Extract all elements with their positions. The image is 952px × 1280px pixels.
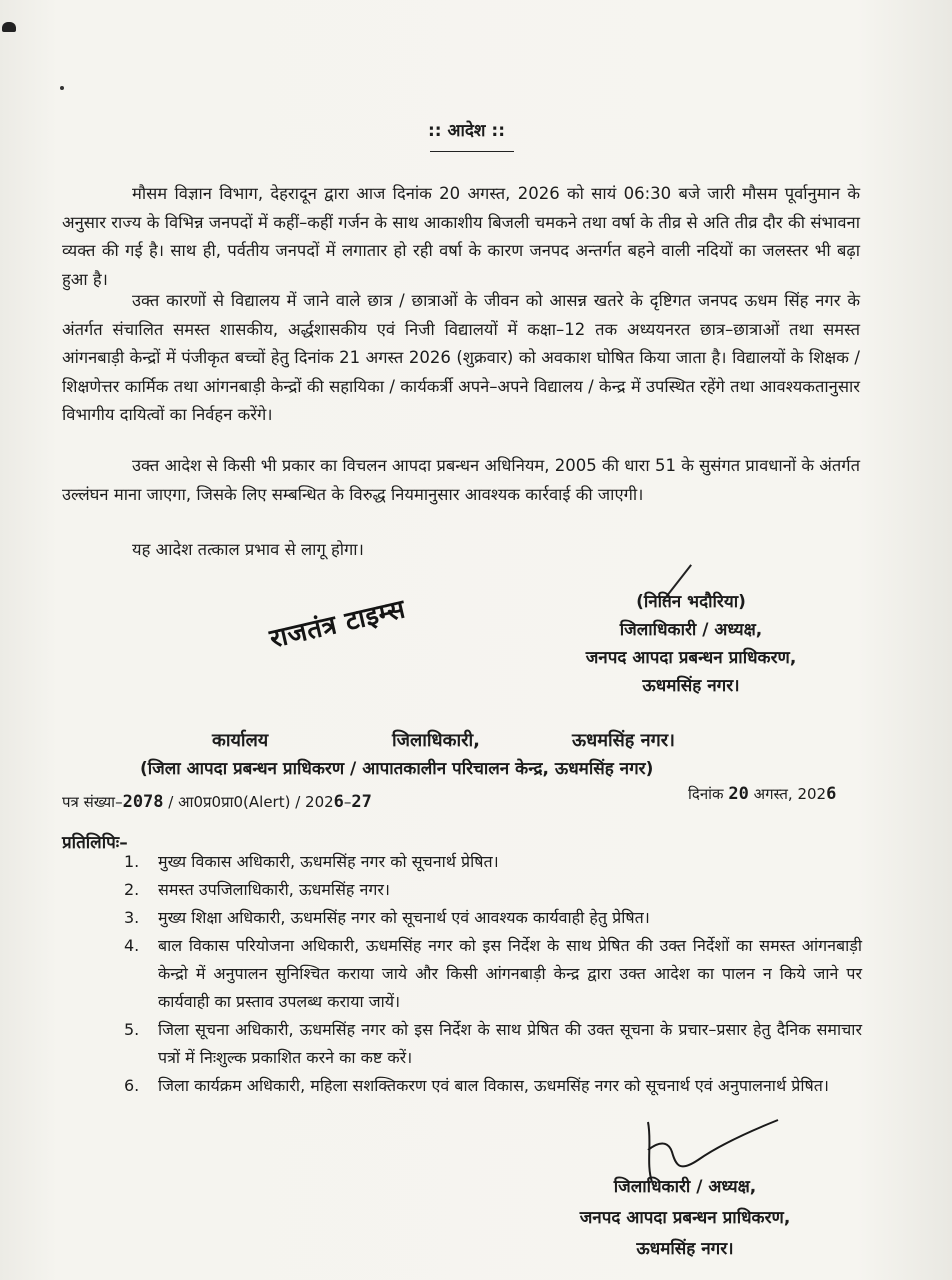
order-paragraph-2: उक्त कारणों से विद्यालय में जाने वाले छात्र / छात्राओं के जीवन को आसन्न खतरे के दृष्टिगत जनपद ऊधम सिंह नगर के अंतर्गत संचालित समस्त शासकीय, अर्द्धशासकीय एवं निजी विद्यालयों में कक्षा–12 तक अध्ययनरत छात्र–छात्राओं तथा समस्त आंगनबाड़ी केन्द्रों में पंजीकृत बच्चों हेतु दिनांक 21 अगस्त 2026 (शुक्रवार) को अवकाश घोषित किया जाता है। विद्यालयों के शिक्षक / शिक्षणेत्तर कार्मिक तथा आंगनबाड़ी केन्द्रों की सहायिका / कार्यकर्त्री अपने–अपने विद्यालय / केन्द्र में उपस्थित रहेंगे तथा आवश्यकतानुसार विभागीय दायित्वों का निर्वहन करेंगे। — [62, 291, 860, 424]
office-officer: जिलाधिकारी, — [392, 730, 480, 751]
letter-number-year: 6 — [333, 792, 344, 812]
letter-number — [62, 792, 372, 812]
date-rest: अगस्त, 202 — [748, 785, 827, 803]
letter-number-prefix: पत्र संख्या– — [62, 793, 123, 811]
order-paragraph-1: मौसम विज्ञान विभाग, देहरादून द्वारा आज दिनांक 20 अगस्त, 2026 को सायं 06:30 बजे जारी मौसम पूर्वानुमान के अनुसार राज्य के विभिन्न जनपदों में कहीं–कहीं गर्जन के साथ आकाशीय बिजली चमकने तथा वर्षा के तीव्र से अति तीव्र दौर की संभावना व्यक्त की गई है। साथ ही, पर्वतीय जनपदों में लगातार हो रही वर्षा के कारण जनपद अन्तर्गत बहने वाली नदियों का जलस्तर भी बढ़ा हुआ है। — [62, 184, 860, 289]
date-prefix: दिनांक — [688, 785, 729, 803]
signatory-authority: जनपद आपदा प्रबन्धन प्राधिकरण, — [585, 648, 797, 668]
signatory-authority: जनपद आपदा प्रबन्धन प्राधिकरण, — [579, 1208, 791, 1228]
list-item: 1. मुख्य विकास अधिकारी, ऊधमसिंह नगर को सूचनार्थ प्रेषित। — [124, 852, 499, 871]
date-year: 6 — [826, 784, 837, 804]
office-label: कार्यालय — [212, 730, 269, 751]
letter-number-middle: / आ0प्र0प्रा0(Alert) / 202 — [163, 793, 334, 811]
letter-number-value: 2078 — [122, 792, 164, 812]
ink-dot — [60, 86, 64, 90]
list-item: 3. मुख्य शिक्षा अधिकारी, ऊधमसिंह नगर को सूचनार्थ एवं आवश्यक कार्यवाही हेतु प्रेषित। — [124, 908, 650, 927]
copy-heading: प्रतिलिपिः– — [62, 833, 128, 853]
heading-underline — [430, 151, 514, 152]
list-item: 4. बाल विकास परियोजना अधिकारी, ऊधमसिंह नगर को इस निर्देश के साथ प्रेषित की उक्त निर्देशों का समस्त आंगनबाड़ी केन्द्रो में अनुपालन सुनिश्चित कराया जाये और किसी आंगनबाड़ी केन्द्र द्वारा उक्त आदेश का पालन न किये जाने पर कार्यवाही का प्रस्ताव उपलब्ध कराया जायें। — [124, 936, 862, 1011]
letter-number-dash: – — [343, 793, 352, 811]
list-item: 2. समस्त उपजिलाधिकारी, ऊधमसिंह नगर। — [124, 880, 390, 899]
signatory-designation: जिलाधिकारी / अध्यक्ष, — [613, 1177, 757, 1197]
order-paragraph-4: यह आदेश तत्काल प्रभाव से लागू होगा। — [132, 540, 364, 559]
letter-date — [688, 784, 836, 804]
watermark-stamp: राजतंत्र टाइम्स — [267, 594, 409, 655]
order-heading: :: आदेश :: — [428, 121, 505, 141]
letter-number-suffix: 27 — [351, 792, 372, 812]
order-paragraph-3: उक्त आदेश से किसी भी प्रकार का विचलन आपदा प्रबन्धन अधिनियम, 2005 की धारा 51 के सुसंगत प्रावधानों के अंतर्गत उल्लंघन माना जाएगा, जिसके लिए सम्बन्धित के विरुद्ध नियमानुसार आवश्यक कार्रवाई की जाएगी। — [62, 456, 860, 504]
signature-block-2 — [540, 1172, 830, 1265]
list-item: 5. जिला सूचना अधिकारी, ऊधमसिंह नगर को इस निर्देश के साथ प्रेषित की उक्त सूचना के प्रचार–प्रसार हेतु दैनिक समाचार पत्रों में निःशुल्क प्रकाशित करने का कष्ट करें। — [124, 1020, 862, 1067]
copy-recipients-list — [120, 848, 862, 1100]
signatory-place: ऊधमसिंह नगर। — [636, 1239, 734, 1259]
list-item: 6. जिला कार्यक्रम अधिकारी, महिला सशक्तिकरण एवं बाल विकास, ऊधमसिंह नगर को सूचनार्थ एवं अनुपालनार्थ प्रेषित। — [124, 1076, 829, 1095]
corner-mark — [2, 22, 16, 32]
office-subtitle: (जिला आपदा प्रबन्धन प्राधिकरण / आपातकालीन परिचालन केन्द्र, ऊधमसिंह नगर) — [140, 759, 654, 779]
signature-block-1 — [546, 588, 836, 700]
signatory-place: ऊधमसिंह नगर। — [642, 676, 740, 696]
date-day: 20 — [728, 784, 749, 804]
signatory-name: (नितिन भदौरिया) — [636, 592, 746, 612]
signatory-designation: जिलाधिकारी / अध्यक्ष, — [619, 620, 763, 640]
office-place: ऊधमसिंह नगर। — [572, 730, 675, 751]
